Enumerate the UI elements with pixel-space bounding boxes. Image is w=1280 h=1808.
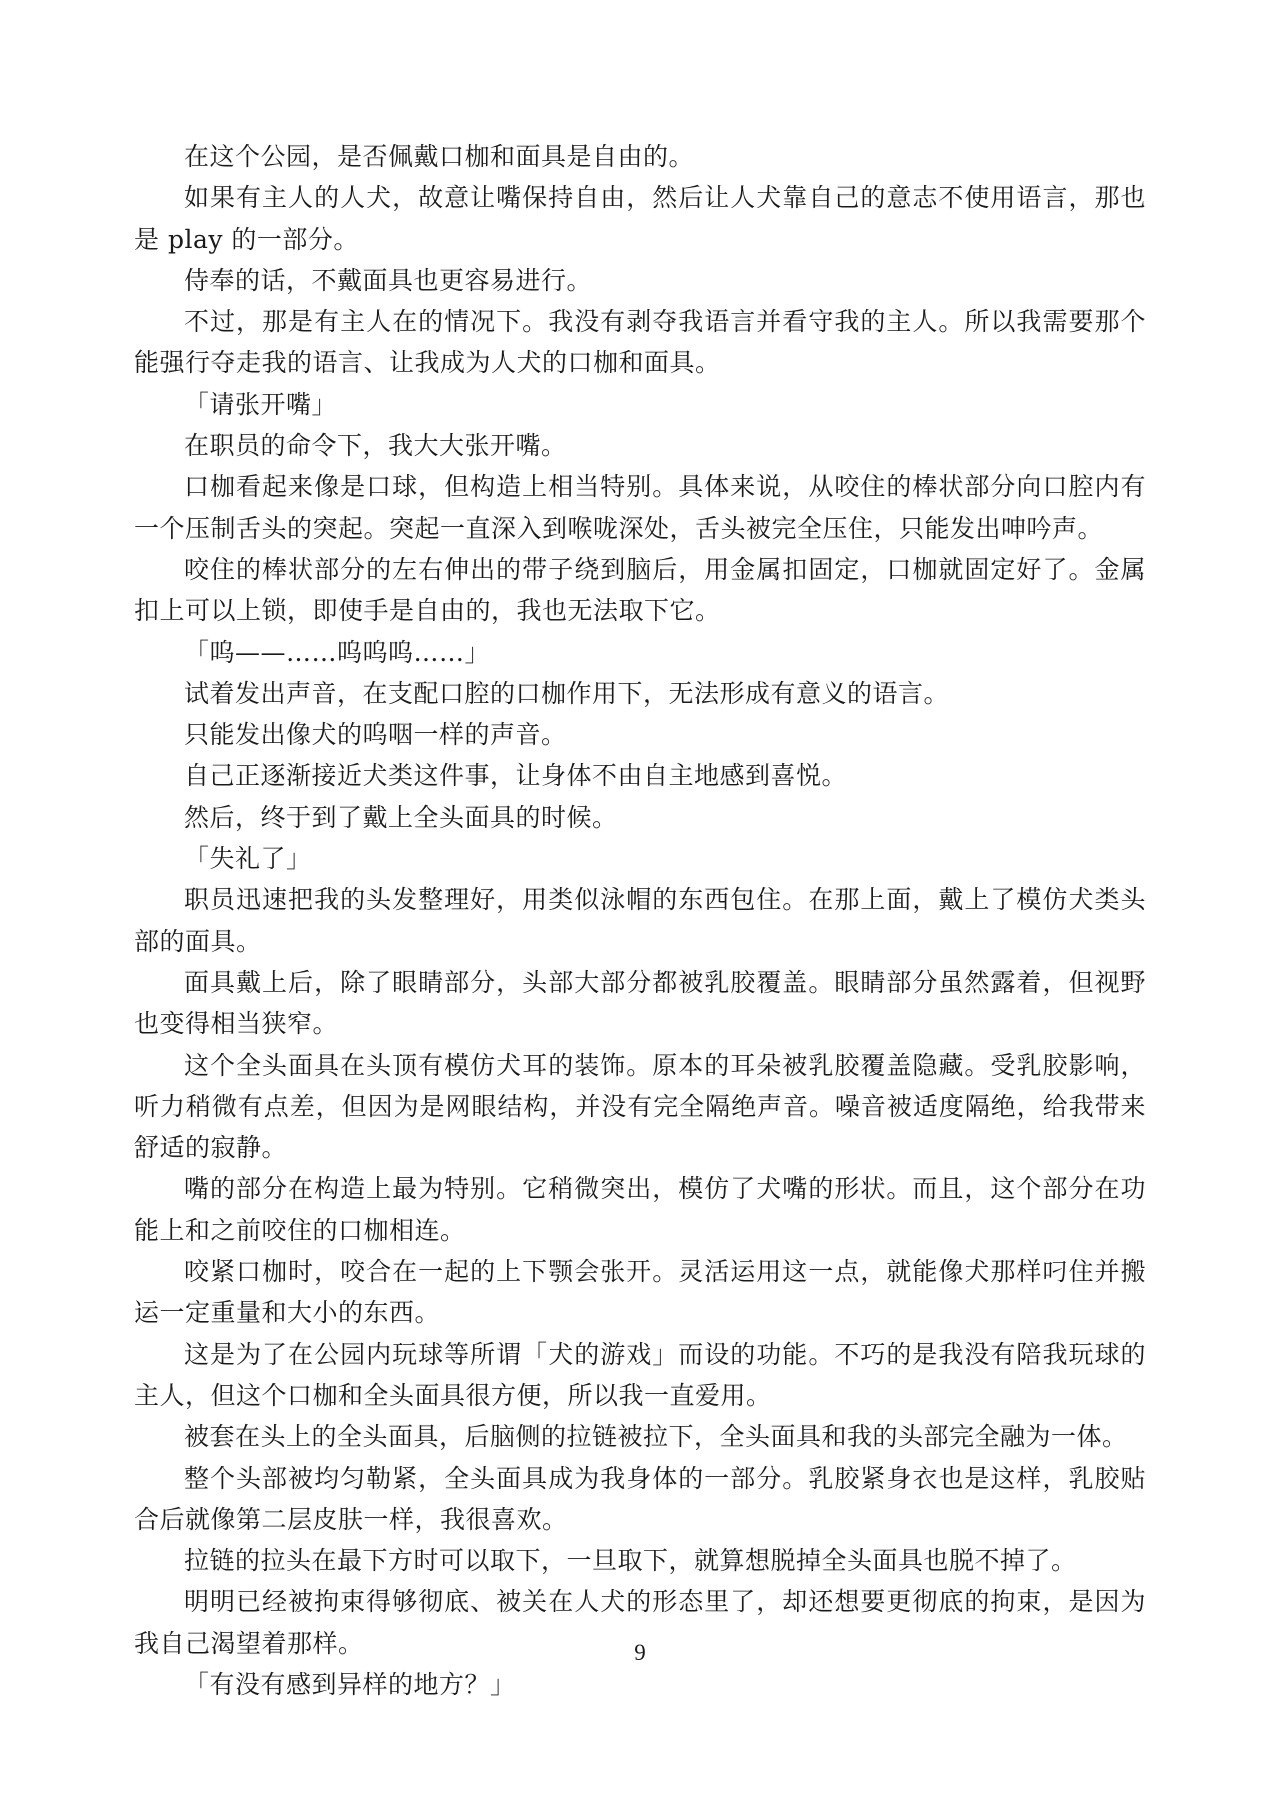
paragraph: 然后，终于到了戴上全头面具的时候。: [184, 802, 618, 832]
paragraph: 不过，那是有主人在的情况下。我没有剥夺我语言并看守我的主人。所以我需要那个能强行夺走我的语言、让我成为人犬的口枷和面具。: [134, 307, 1146, 378]
paragraph: 拉链的拉头在最下方时可以取下，一旦取下，就算想脱掉全头面具也脱不掉了。: [184, 1546, 1077, 1576]
paragraph: 在职员的命令下，我大大张开嘴。: [184, 431, 567, 461]
paragraph: 只能发出像犬的呜咽一样的声音。: [184, 720, 567, 750]
dialogue-line: 「请张开嘴」: [184, 389, 338, 419]
paragraph: 面具戴上后，除了眼睛部分，头部大部分都被乳胶覆盖。眼睛部分虽然露着，但视野也变得相当狭窄。: [134, 967, 1146, 1039]
dialogue-line: 「有没有感到异样的地方？」: [184, 1669, 516, 1699]
dialogue-line: 「失礼了」: [184, 844, 312, 874]
paragraph: 整个头部被均匀勒紧，全头面具成为我身体的一部分。乳胶紧身衣也是这样，乳胶贴合后就像第二层皮肤一样，我很喜欢。: [134, 1463, 1146, 1534]
paragraph: 嘴的部分在构造上最为特别。它稍微突出，模仿了犬嘴的形状。而且，这个部分在功能上和之前咬住的口枷相连。: [134, 1174, 1146, 1245]
paragraph: 咬紧口枷时，咬合在一起的上下颚会张开。灵活运用这一点，就能像犬那样叼住并搬运一定重量和大小的东西。: [134, 1257, 1146, 1328]
paragraph: 口枷看起来像是口球，但构造上相当特别。具体来说，从咬住的棒状部分向口腔内有一个压制舌头的突起。突起一直深入到喉咙深处，舌头被完全压住，只能发出呻吟声。: [134, 472, 1146, 543]
body-text: [134, 136, 1146, 1705]
page-number: 9: [634, 1640, 646, 1665]
paragraph: 侍奉的话，不戴面具也更容易进行。: [184, 265, 593, 295]
paragraph: 职员迅速把我的头发整理好，用类似泳帽的东西包住。在那上面，戴上了模仿犬类头部的面具。: [134, 885, 1146, 956]
paragraph: 自己正逐渐接近犬类这件事，让身体不由自主地感到喜悦。: [184, 761, 848, 791]
paragraph: 这是为了在公园内玩球等所谓「犬的游戏」而设的功能。不巧的是我没有陪我玩球的主人，但这个口枷和全头面具很方便，所以我一直爱用。: [134, 1339, 1146, 1410]
dialogue-line: 「呜——……呜呜呜……」: [184, 637, 491, 667]
paragraph: 如果有主人的人犬，故意让嘴保持自由，然后让人犬靠自己的意志不使用语言，那也是 play 的一部分。: [134, 183, 1146, 254]
paragraph: 被套在头上的全头面具，后脑侧的拉链被拉下，全头面具和我的头部完全融为一体。: [184, 1422, 1128, 1452]
paragraph: 明明已经被拘束得够彻底、被关在人犬的形态里了，却还想要更彻底的拘束，是因为我自己渴望着那样。: [134, 1587, 1146, 1658]
paragraph: 这个全头面具在头顶有模仿犬耳的装饰。原本的耳朵被乳胶覆盖隐藏。受乳胶影响，听力稍微有点差，但因为是网眼结构，并没有完全隔绝声音。噪音被适度隔绝，给我带来舒适的寂静。: [134, 1050, 1146, 1163]
paragraph: 在这个公园，是否佩戴口枷和面具是自由的。: [184, 142, 695, 171]
paragraph: 试着发出声音，在支配口腔的口枷作用下，无法形成有意义的语言。: [184, 678, 950, 708]
paragraph: 咬住的棒状部分的左右伸出的带子绕到脑后，用金属扣固定，口枷就固定好了。金属扣上可以上锁，即使手是自由的，我也无法取下它。: [134, 554, 1146, 626]
